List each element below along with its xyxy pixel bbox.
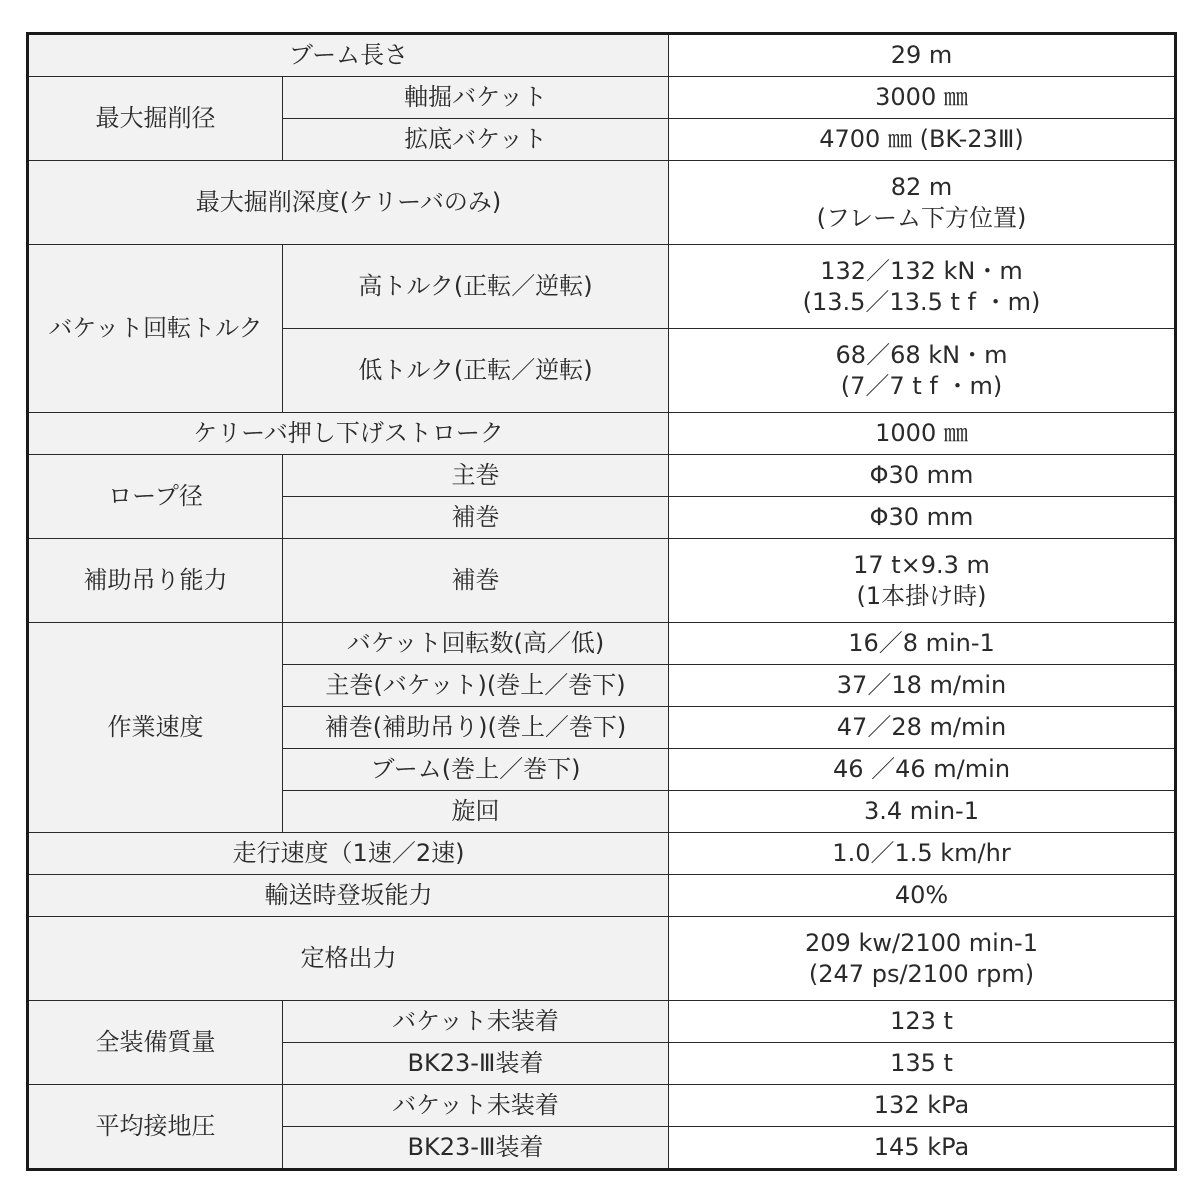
row-label: 走行速度（1速／2速): [28, 833, 669, 875]
row-value: 40%: [669, 875, 1176, 917]
sub-label: ブーム(巻上／巻下): [283, 749, 669, 791]
value-line: 209 kw/2100 min-1: [805, 928, 1038, 957]
table-row: [28, 1085, 1176, 1127]
row-value: 123 t: [669, 1001, 1176, 1043]
table-row: [28, 413, 1176, 455]
group-label: 平均接地圧: [28, 1085, 283, 1170]
row-value: [669, 539, 1176, 623]
row-value: 145 kPa: [669, 1127, 1176, 1170]
group-label: 最大掘削径: [28, 77, 283, 161]
group-label: 作業速度: [28, 623, 283, 833]
sub-label: 拡底バケット: [283, 119, 669, 161]
sub-label: 旋回: [283, 791, 669, 833]
table-row: [28, 875, 1176, 917]
sub-label: BK23-Ⅲ装着: [283, 1127, 669, 1170]
table-row: [28, 833, 1176, 875]
row-value: [669, 245, 1176, 329]
row-value: 135 t: [669, 1043, 1176, 1085]
row-label: 最大掘削深度(ケリーバのみ): [28, 161, 669, 245]
row-value: 1000 ㎜: [669, 413, 1176, 455]
row-value: Φ30 mm: [669, 455, 1176, 497]
value-line: (247 ps/2100 rpm): [808, 959, 1035, 988]
sub-label: BK23-Ⅲ装着: [283, 1043, 669, 1085]
group-label: バケット回転トルク: [28, 245, 283, 413]
sub-label: 補巻: [283, 497, 669, 539]
table-row: [28, 623, 1176, 665]
value-line: 132／132 kN・m: [820, 256, 1023, 285]
sub-label: バケット未装着: [283, 1001, 669, 1043]
row-label: 輸送時登坂能力: [28, 875, 669, 917]
sub-label: バケット未装着: [283, 1085, 669, 1127]
row-value: 16／8 min-1: [669, 623, 1176, 665]
group-label: 全装備質量: [28, 1001, 283, 1085]
table-row: [28, 245, 1176, 329]
table-row: [28, 161, 1176, 245]
row-value: 132 kPa: [669, 1085, 1176, 1127]
row-value: 47／28 m/min: [669, 707, 1176, 749]
row-label: 定格出力: [28, 917, 669, 1001]
value-line: 68／68 kN・m: [835, 340, 1008, 369]
table-row: [28, 455, 1176, 497]
table-row: [28, 539, 1176, 623]
value-line: (1本掛け時): [856, 581, 987, 610]
value-line: 17 t×9.3 m: [853, 550, 990, 579]
table-row: [28, 77, 1176, 119]
row-value: 3.4 min-1: [669, 791, 1176, 833]
row-value: Φ30 mm: [669, 497, 1176, 539]
row-value: 37／18 m/min: [669, 665, 1176, 707]
sub-label: 軸掘バケット: [283, 77, 669, 119]
table-row: [28, 1001, 1176, 1043]
value-line: (13.5／13.5 t f ・m): [802, 287, 1041, 316]
value-line: 82 m: [890, 172, 953, 201]
sub-label: 補巻(補助吊り)(巻上／巻下): [283, 707, 669, 749]
sub-label: 補巻: [283, 539, 669, 623]
row-label: ブーム長さ: [28, 34, 669, 77]
row-value: 1.0／1.5 km/hr: [669, 833, 1176, 875]
sub-label: 低トルク(正転／逆転): [283, 329, 669, 413]
table-row: [28, 917, 1176, 1001]
group-label: 補助吊り能力: [28, 539, 283, 623]
row-value: [669, 917, 1176, 1001]
row-value: [669, 161, 1176, 245]
sub-label: 主巻: [283, 455, 669, 497]
row-value: 29 m: [669, 34, 1176, 77]
group-label: ロープ径: [28, 455, 283, 539]
table-row: [28, 34, 1176, 77]
row-value: 46 ／46 m/min: [669, 749, 1176, 791]
sub-label: バケット回転数(高／低): [283, 623, 669, 665]
value-line: (フレーム下方位置): [816, 203, 1027, 232]
row-value: 3000 ㎜: [669, 77, 1176, 119]
value-line: (7／7 t f ・m): [840, 371, 1003, 400]
row-label: ケリーバ押し下げストローク: [28, 413, 669, 455]
spec-table: [26, 32, 1177, 1171]
row-value: 4700 ㎜ (BK-23Ⅲ): [669, 119, 1176, 161]
sub-label: 主巻(バケット)(巻上／巻下): [283, 665, 669, 707]
sub-label: 高トルク(正転／逆転): [283, 245, 669, 329]
row-value: [669, 329, 1176, 413]
